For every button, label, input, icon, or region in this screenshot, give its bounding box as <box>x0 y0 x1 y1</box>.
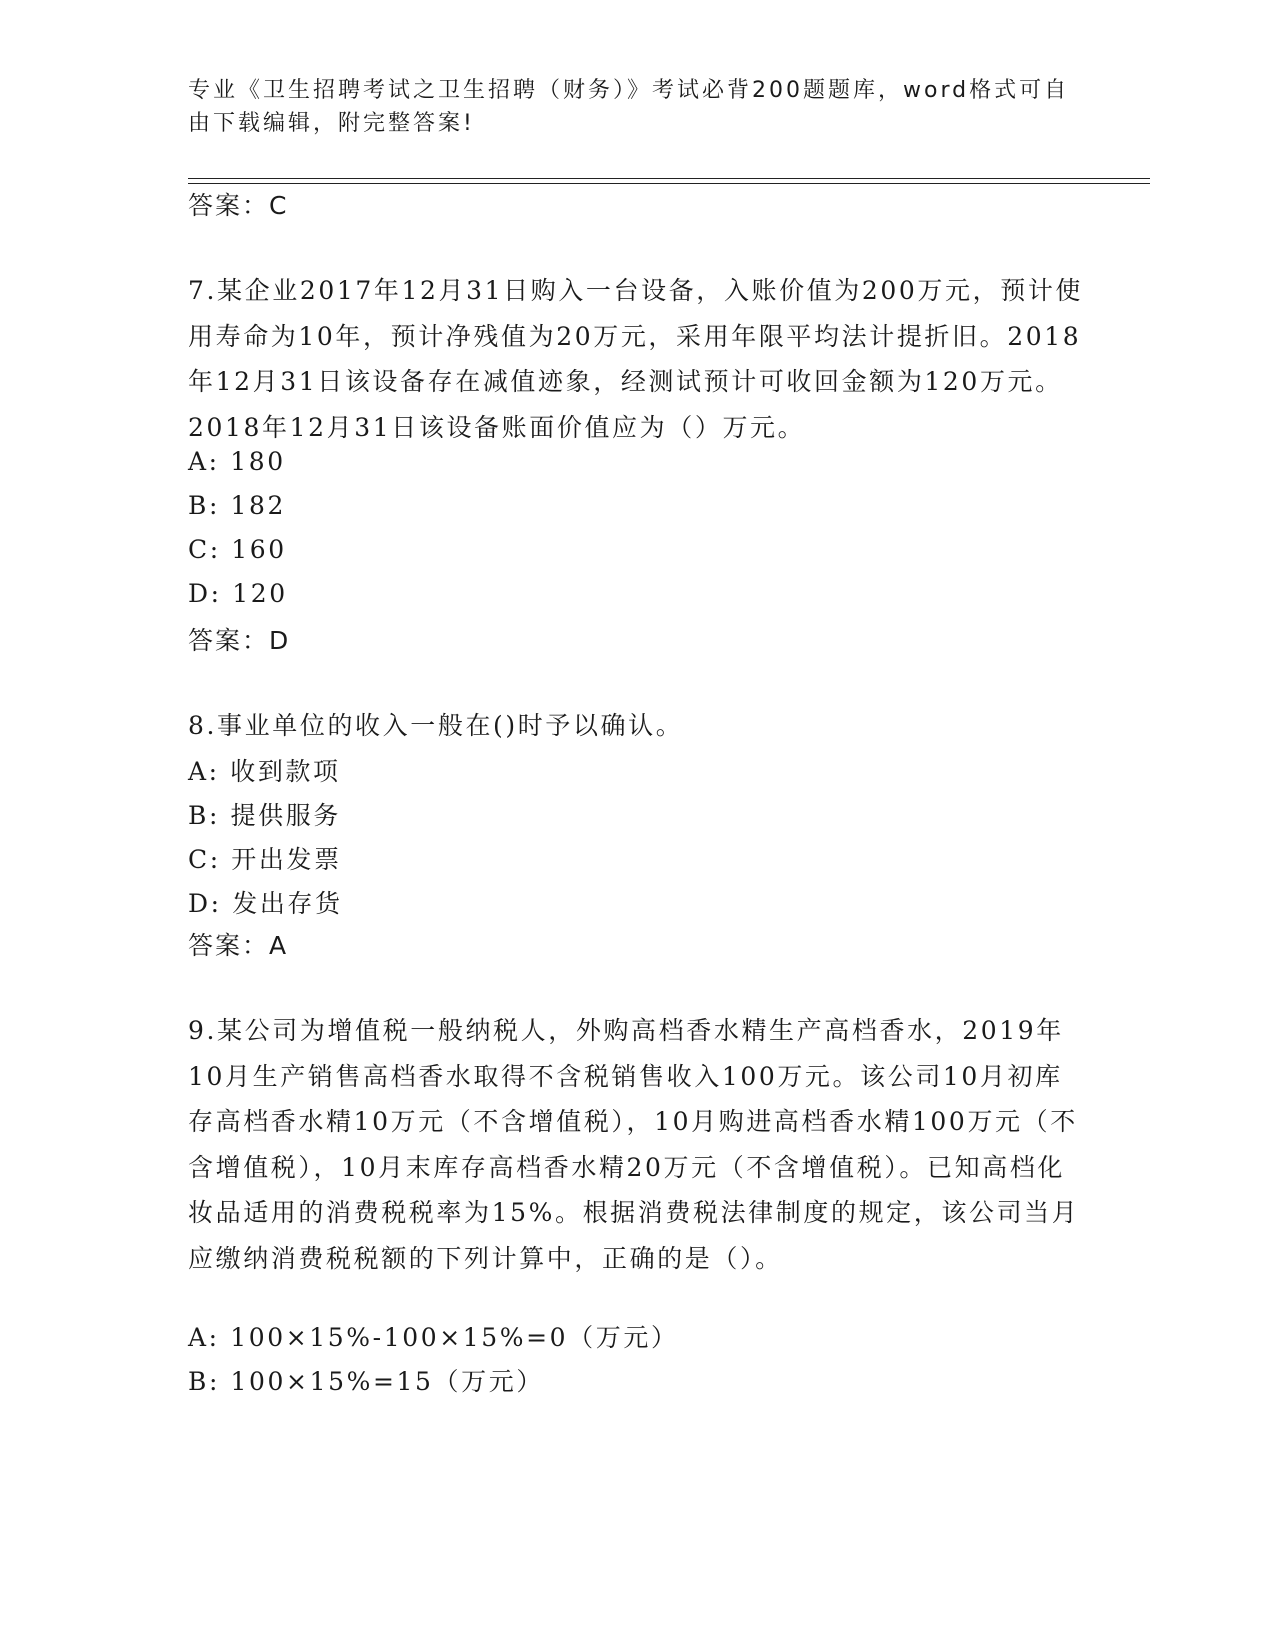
answer-q8: 答案：A <box>188 931 289 960</box>
question-8-option-b: B: 提供服务 <box>188 801 341 830</box>
question-9-stem: 9.某公司为增值税一般纳税人，外购高档香水精生产高档香水，2019年10月生产销售高档香水取得不含税销售收入100万元。该公司10月初库存高档香水精10万元（不含增值税），10月购进高档香水精100万元（不含增值税），10月末库存高档香水精20万元（不含增值税）。已知高档化妆品适用的消费税税率为15%。根据消费税法律制度的规定，该公司当月应缴纳消费税税额的下列计算中，正确的是（）。 <box>188 1016 1080 1273</box>
question-7-option-b: B: 182 <box>188 491 287 520</box>
answer-q7: 答案：D <box>188 626 291 655</box>
question-9-option-b: B: 100×15%=15（万元） <box>188 1367 544 1396</box>
header-divider-bottom <box>188 183 1150 184</box>
question-9-option-a: A: 100×15%-100×15%=0（万元） <box>188 1323 679 1352</box>
question-8-stem: 8.事业单位的收入一般在()时予以确认。 <box>188 711 684 740</box>
question-7-option-d: D: 120 <box>188 579 288 608</box>
answer-q6: 答案：C <box>188 191 289 220</box>
question-8-option-d: D: 发出存货 <box>188 889 343 918</box>
document-intro: 专业《卫生招聘考试之卫生招聘（财务）》考试必背200题题库，word格式可自由下载编辑，附完整答案! <box>188 78 1070 136</box>
header-divider-top <box>188 178 1150 179</box>
question-7-stem: 7.某企业2017年12月31日购入一台设备，入账价值为200万元，预计使用寿命为10年，预计净残值为20万元，采用年限平均法计提折旧。2018年12月31日该设备存在减值迹象，经测试预计可收回金额为120万元。2018年12月31日该设备账面价值应为（）万元。 <box>188 276 1084 442</box>
question-7-option-a: A: 180 <box>188 447 286 476</box>
question-8-option-c: C: 开出发票 <box>188 845 342 874</box>
question-8-option-a: A: 收到款项 <box>188 757 341 786</box>
question-7-option-c: C: 160 <box>188 535 287 564</box>
